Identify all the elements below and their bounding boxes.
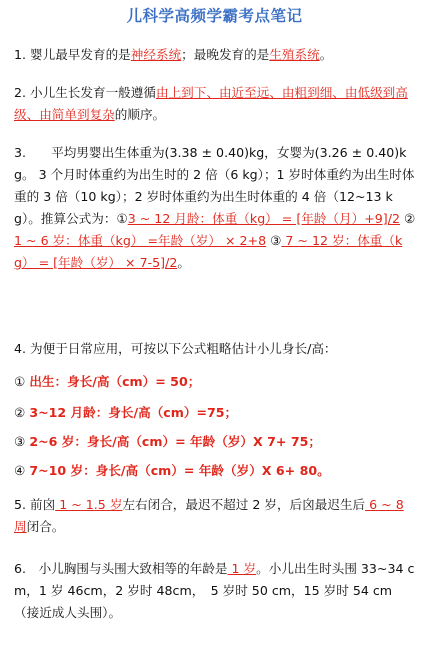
- note-text: 2. 小儿生长发育一般遵循: [14, 85, 156, 100]
- note-item-2: [14, 82, 416, 126]
- note-item-3: [14, 142, 416, 274]
- highlight-text: 6 ~ 8 周: [14, 497, 404, 534]
- note-text: ；最晚发育的是: [181, 47, 270, 62]
- formula-text: 3~12 月龄：身长/高（cm）=75；: [29, 405, 238, 420]
- highlight-text: 生殖系统: [269, 47, 320, 62]
- highlight-text: 1 ~ 1.5 岁: [55, 497, 123, 512]
- highlight-text: 由上到下、由近至远、由粗到细、由低级到高级、由简单到复杂: [14, 85, 408, 122]
- formula-list-item: [14, 371, 416, 393]
- note-text: 。: [319, 47, 333, 62]
- note-text: 闭合。: [26, 519, 65, 534]
- note-item-4-intro: 4. 为便于日常应用，可按以下公式粗略估计小儿身长/高：: [14, 341, 337, 356]
- note-text: 3. 平均男婴出生体重为(3.38 ± 0.40)kg，女婴为(3.26 ± 0.40)kg。 3 个月时体重约为出生时的 2 倍（6 kg）；1 岁时体重约为出生时体重的 3 倍（10 kg）；2 岁时体重约为出生时体重的 4 倍（12~13 kg）。推算公式为：①: [14, 145, 415, 226]
- note-text: ③: [266, 233, 282, 248]
- item-number: ①: [14, 374, 26, 389]
- highlight-text: 1 岁: [227, 561, 257, 576]
- note-item-1: [14, 44, 416, 66]
- note-text: 。小儿出生时头围 33~34 cm，1 岁 46cm，2 岁时 48cm， 5 岁时 50 cm，15 岁时 54 cm（接近成人头围）。: [14, 561, 415, 620]
- page-title: 儿科学高频学霸考点笔记: [126, 7, 303, 25]
- highlight-text: 神经系统: [130, 47, 182, 62]
- note-text: 1. 婴儿最早发育的是: [14, 47, 131, 62]
- note-text: 的顺序。: [114, 107, 166, 122]
- formula-text: 7 ~ 12 岁：体重（kg） = [年龄（岁） × 7-5]/2: [14, 233, 403, 270]
- formula-text: 3 ~ 12 月龄：体重（kg） = [年龄（月）+9]/2: [127, 211, 400, 226]
- note-item-6: [14, 558, 416, 624]
- formula-list-item: [14, 402, 416, 424]
- formula-text: 1 ~ 6 岁：体重（kg） =年龄（岁） × 2+8: [14, 233, 267, 248]
- note-text: 6. 小儿胸围与头围大致相等的年龄是: [14, 561, 228, 576]
- note-text: 。: [177, 255, 190, 270]
- formula-text: 7~10 岁：身长/高（cm）= 年龄（岁）X 6+ 80。: [29, 463, 330, 478]
- note-text: ②: [399, 211, 416, 226]
- formula-text: 出生：身长/高（cm）= 50；: [29, 374, 201, 389]
- note-text: 左右闭合，最迟不超过 2 岁，后囟最迟生后: [122, 497, 366, 512]
- item-number: ②: [14, 405, 26, 420]
- item-number: ③: [14, 434, 26, 449]
- formula-list-item: [14, 431, 416, 453]
- note-text: 5. 前囟: [14, 497, 56, 512]
- formula-text: 2~6 岁：身长/高（cm）= 年龄（岁）X 7+ 75；: [29, 434, 321, 449]
- formula-list-item: [14, 460, 416, 482]
- note-item-5: [14, 494, 416, 538]
- item-number: ④: [14, 463, 26, 478]
